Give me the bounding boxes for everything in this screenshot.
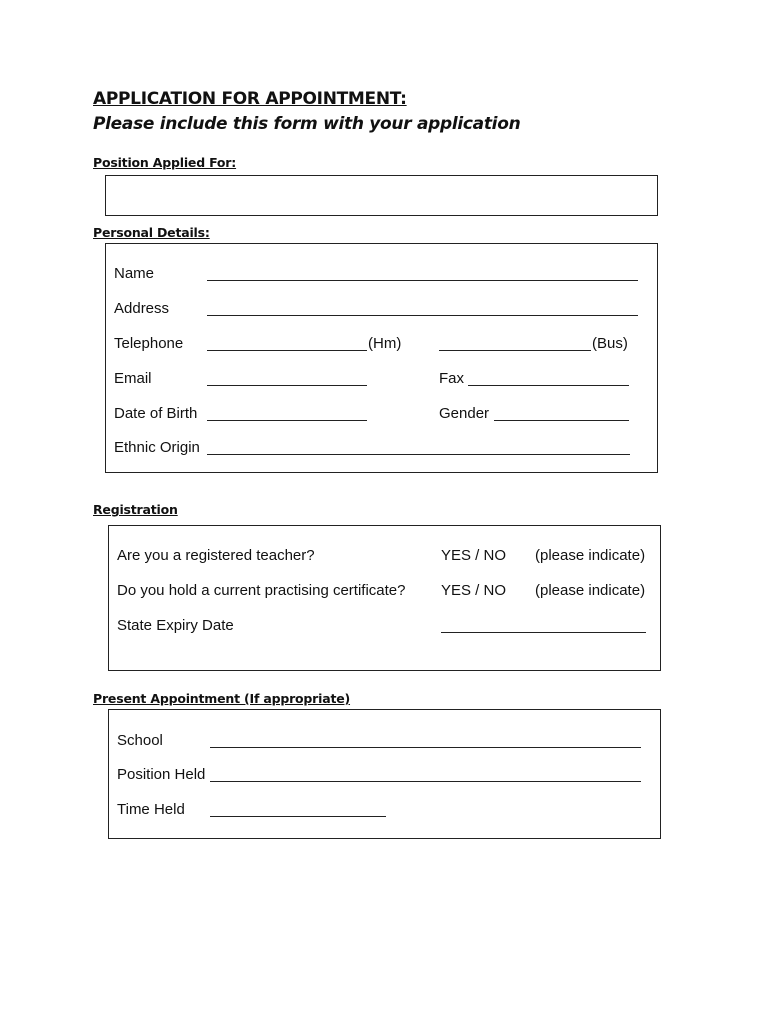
time-held-label: Time Held [117, 801, 185, 818]
dob-field[interactable] [207, 420, 367, 421]
registration-heading: Registration [93, 502, 178, 517]
telephone-bus-suffix: (Bus) [592, 335, 628, 352]
school-label: School [117, 732, 163, 749]
registered-teacher-question: Are you a registered teacher? [117, 547, 315, 564]
email-label: Email [114, 370, 152, 387]
expiry-date-field[interactable] [441, 632, 646, 633]
dob-label: Date of Birth [114, 405, 198, 422]
time-held-field[interactable] [210, 816, 386, 817]
fax-label: Fax [439, 370, 465, 387]
address-field[interactable] [207, 315, 638, 316]
position-held-field[interactable] [210, 781, 641, 782]
position-applied-input[interactable] [105, 175, 658, 216]
school-field[interactable] [210, 747, 641, 748]
name-label: Name [114, 265, 155, 282]
registration-box [108, 525, 661, 671]
personal-details-heading: Personal Details: [93, 225, 210, 240]
present-appointment-box [108, 709, 661, 839]
registered-teacher-yes-no[interactable]: YES / NO [441, 547, 507, 564]
practising-certificate-indicate: (please indicate) [535, 582, 646, 599]
position-held-label: Position Held [117, 766, 206, 783]
expiry-date-label: State Expiry Date [117, 617, 234, 634]
personal-details-box [105, 243, 658, 473]
gender-field[interactable] [494, 420, 629, 421]
form-subtitle: Please include this form with your application [93, 114, 521, 134]
ethnic-origin-label: Ethnic Origin [114, 439, 200, 456]
telephone-bus-field[interactable] [439, 350, 591, 351]
form-title: APPLICATION FOR APPOINTMENT: [93, 89, 407, 109]
telephone-label: Telephone [114, 335, 184, 352]
practising-certificate-yes-no[interactable]: YES / NO [441, 582, 507, 599]
address-label: Address [114, 300, 170, 317]
position-applied-heading: Position Applied For: [93, 155, 237, 170]
present-appointment-heading: Present Appointment (If appropriate) [93, 691, 351, 706]
registered-teacher-indicate: (please indicate) [535, 547, 646, 564]
practising-certificate-question: Do you hold a current practising certificate? [117, 582, 406, 599]
name-field[interactable] [207, 280, 638, 281]
ethnic-origin-field[interactable] [207, 454, 630, 455]
gender-label: Gender [439, 405, 490, 422]
telephone-home-suffix: (Hm) [368, 335, 402, 352]
fax-field[interactable] [468, 385, 629, 386]
email-field[interactable] [207, 385, 367, 386]
telephone-home-field[interactable] [207, 350, 367, 351]
